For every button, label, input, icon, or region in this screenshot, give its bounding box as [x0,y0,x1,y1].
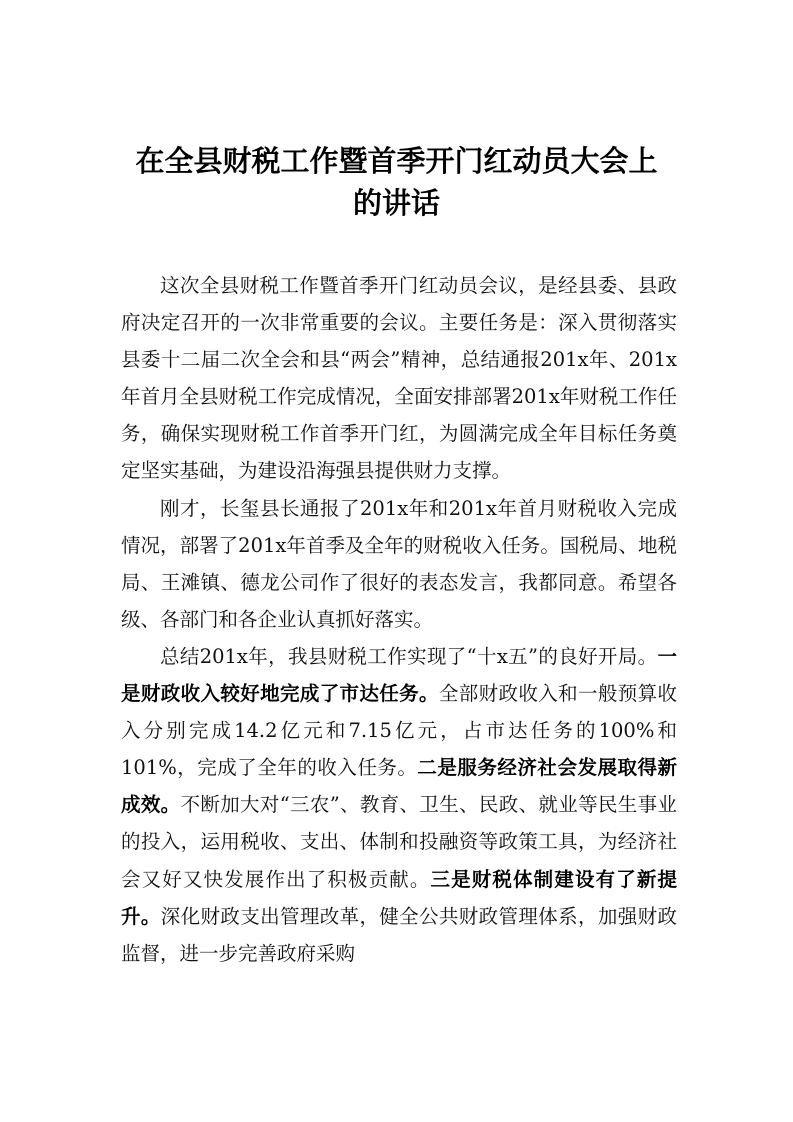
bold-heading-1: 一是财政收入较好地完成了市达任务。 [121,644,677,706]
bold-heading-2: 二是服务经济社会发展取得新成效。 [121,756,677,817]
paragraph-2 [121,490,677,638]
paragraph-text: 总结201x年，我县财税工作实现了“十x五”的良好开局。 [160,644,658,668]
document-body [121,267,677,972]
paragraph-3 [121,638,677,972]
paragraph-text: 不断加大对“三农”、教育、卫生、民政、就业等民生事业的投入，运用税收、支出、体制和投融资等政策工具，为经济社会又好又快发展作出了积极贡献。 [121,793,677,891]
title-line-1: 在全县财税工作暨首季开门红动员大会上 [135,144,658,178]
title-line-2: 的讲话 [352,186,440,220]
paragraph-text: 这次全县财税工作暨首季开门红动员会议，是经县委、县政府决定召开的一次非常重要的会议。主要任务是：深入贯彻落实县委十二届二次全会和县“两会”精神，总结通报201x年、201x年首月全县财税工作完成情况，全面安排部署201x年财税工作任务，确保实现财税工作首季开门红，为圆满完成全年目标任务奠定坚实基础，为建设沿海强县提供财力支撑。 [121,274,677,483]
paragraph-text: 刚才，长玺县长通报了201x年和201x年首月财税收入完成情况，部署了201x年首季及全年的财税收入任务。国税局、地税局、王滩镇、德龙公司作了很好的表态发言，我都同意。希望各级、各部门和各企业认真抓好落实。 [121,496,677,631]
paragraph-text: 全部财政收入和一般预算收入分别完成14.2亿元和7.15亿元，占市达任务的100%和101%，完成了全年的收入任务。 [121,682,677,780]
paragraph-text: 深化财政支出管理改革，健全公共财政管理体系，加强财政监督，进一步完善政府采购 [121,904,677,965]
document-title [100,140,693,224]
paragraph-1 [121,267,677,490]
bold-heading-3: 三是财税体制建设有了新提升。 [121,867,677,928]
